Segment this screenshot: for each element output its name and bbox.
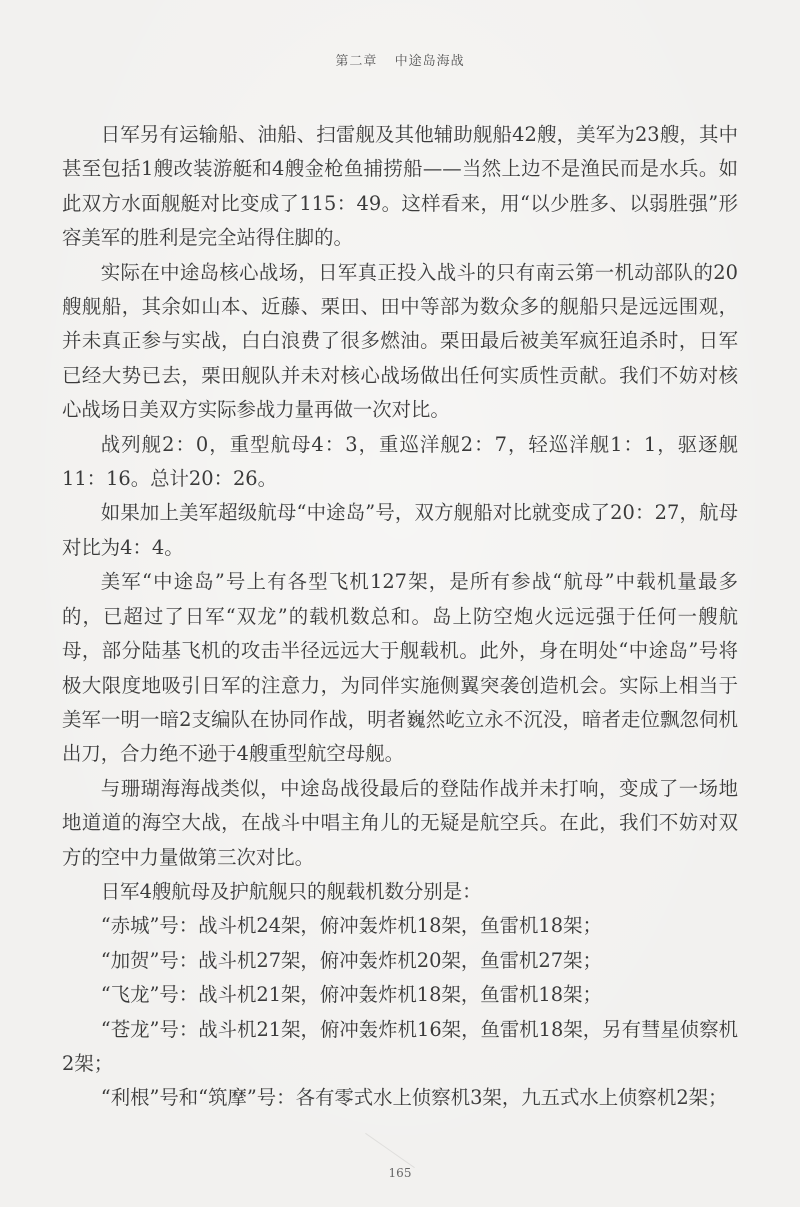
list-item-soryu: “苍龙”号：战斗机21架，俯冲轰炸机16架，鱼雷机18架，另有彗星侦察机2架；: [62, 1017, 738, 1075]
running-header: [0, 50, 800, 69]
chapter-number: 第二章: [335, 54, 378, 69]
paragraph-3: 战列舰2：0，重型航母4：3，重巡洋舰2：7，轻巡洋舰1：1，驱逐舰11：16。总计20：26。: [62, 432, 738, 491]
paragraph-5: 美军“中途岛”号上有各型飞机127架，是所有参战“航母”中载机量最多的，已超过了日军“双龙”的载机数总和。岛上防空炮火远远强于任何一艘航母，部分陆基飞机的攻击半径远远大于舰载机。此外，身在明处“中途岛”号将极大限度地吸引日军的注意力，为同伴实施侧翼突袭创造机会。实际上相当于美军一明一暗2支编队在协同作战，明者巍然屹立永不沉没，暗者走位飘忽伺机出刀，合力绝不逊于4艘重型航空母舰。: [62, 570, 738, 766]
list-item-akagi: “赤城”号：战斗机24架，俯冲轰炸机18架，鱼雷机18架；: [100, 914, 602, 938]
chapter-title: 中途岛海战: [394, 54, 465, 69]
paragraph-6: 与珊瑚海海战类似，中途岛战役最后的登陆作战并未打响，变成了一场地地道道的海空大战，在战斗中唱主角儿的无疑是航空兵。在此，我们不妨对双方的空中力量做第三次对比。: [62, 776, 738, 869]
list-item-tone-chikuma: “利根”号和“筑摩”号：各有零式水上侦察机3架，九五式水上侦察机2架；: [100, 1086, 728, 1110]
paragraph-4: 如果加上美军超级航母“中途岛”号，双方舰船对比就变成了20：27，航母对比为4：4。: [62, 501, 738, 559]
list-item-hiryu: “飞龙”号：战斗机21架，俯冲轰炸机18架，鱼雷机18架；: [100, 983, 602, 1007]
body-text: [62, 118, 738, 1116]
paragraph-1: 日军另有运输船、油船、扫雷舰及其他辅助舰船42艘，美军为23艘，其中甚至包括1艘改装游艇和4艘金枪鱼捕捞船——当然上边不是渔民而是水兵。如此双方水面舰艇对比变成了115：49。这样看来，用“以少胜多、以弱胜强”形容美军的胜利是完全站得住脚的。: [62, 123, 738, 250]
paragraph-2: 实际在中途岛核心战场，日军真正投入战斗的只有南云第一机动部队的20艘舰船，其余如山本、近藤、栗田、田中等部为数众多的舰船只是远远围观，并未真正参与实战，白白浪费了很多燃油。栗田最后被美军疯狂追杀时，日军已经大势已去，栗田舰队并未对核心战场做出任何实质性贡献。我们不妨对核心战场日美双方实际参战力量再做一次对比。: [62, 260, 738, 422]
paragraph-7: 日军4艘航母及护航舰只的舰载机数分别是：: [100, 879, 482, 903]
paper-crease: [365, 1133, 415, 1168]
page-number: 165: [388, 1166, 412, 1180]
list-item-kaga: “加贺”号：战斗机27架，俯冲轰炸机20架，鱼雷机27架；: [100, 948, 602, 972]
